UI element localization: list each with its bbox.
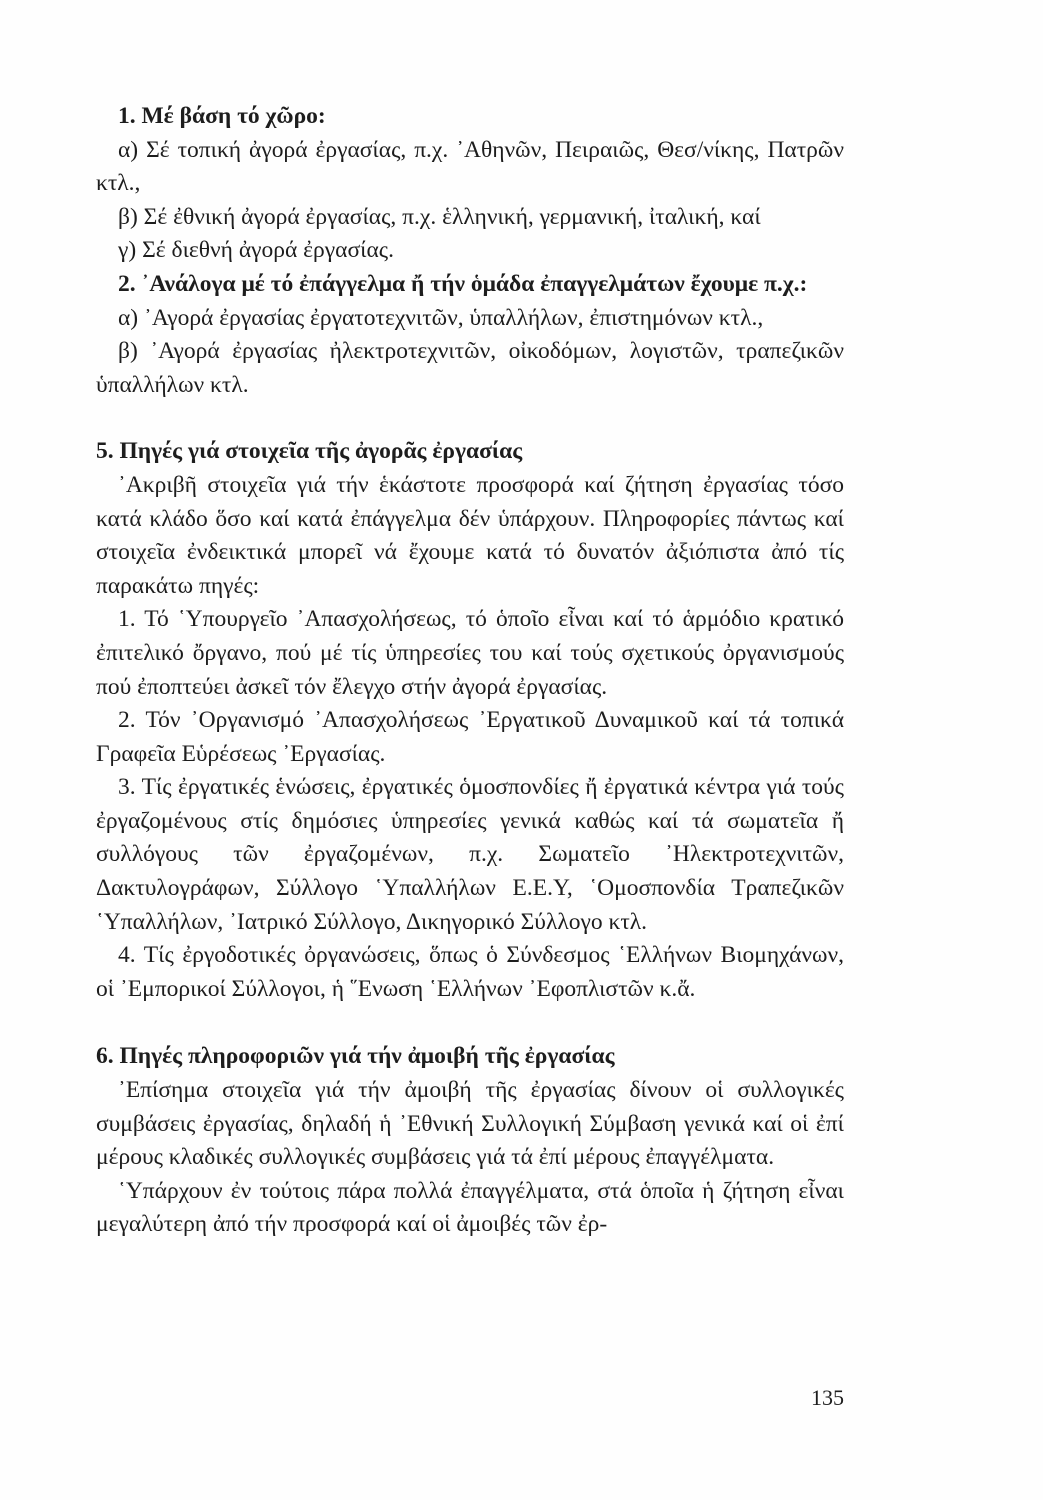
paragraph: ᾽Επίσημα στοιχεῖα γιά τήν ἀμοιβή τῆς ἐργασίας δίνουν οἱ συλλογικές συμβάσεις ἐργασίας, δηλαδή ἡ ᾽Εθνική Συλλογική Σύμβαση γενικά καί οἱ ἐπί μέρους κλαδικές συλλογικές συμβάσεις γιά τά ἐπί μέρους ἐπαγγέλματα. — [96, 1077, 844, 1171]
section-heading-6: 6. Πηγές πληροφοριῶν γιά τήν ἀμοιβή τῆς ἐργασίας — [96, 1043, 615, 1070]
list-heading-by-profession: 2. ᾽Ανάλογα μέ τό ἐπάγγελμα ἤ τήν ὁμάδα ἐπαγγελμάτων ἔχουμε π.χ.: — [118, 270, 808, 297]
page-number: 135 — [811, 1385, 844, 1410]
list-item: 1. Τό ῾Υπουργεῖο ᾽Απασχολήσεως, τό ὁποῖο εἶναι καί τό ἁρμόδιο κρατικό ἐπιτελικό ὄργανο, πού μέ τίς ὑπηρεσίες του καί τούς σχετικούς ὀργανισμούς πού ἐποπτεύει ἀσκεῖ τόν ἔλεγχο στήν ἀγορά ἐργασίας. — [96, 606, 844, 700]
list-item: 2. Τόν ᾽Οργανισμό ᾽Απασχολήσεως ᾽Εργατικοῦ Δυναμικοῦ καί τά τοπικά Γραφεῖα Εὑρέσεως ᾽Εργασίας. — [96, 707, 844, 767]
list-item: β) ᾽Αγορά ἐργασίας ἠλεκτροτεχνιτῶν, οἰκοδόμων, λογιστῶν, τραπεζικῶν ὑπαλλήλων κτλ. — [96, 338, 844, 398]
paragraph: ῾Υπάρχουν ἐν τούτοις πάρα πολλά ἐπαγγέλματα, στά ὁποῖα ἡ ζήτηση εἶναι μεγαλύτερη ἀπό τήν προσφορά καί οἱ ἀμοιβές τῶν ἐρ- — [96, 1177, 844, 1238]
section-spacer — [96, 1006, 844, 1040]
section-heading-5: 5. Πηγές γιά στοιχεῖα τῆς ἀγορᾶς ἐργασίας — [96, 438, 523, 465]
list-item: 3. Τίς ἐργατικές ἑνώσεις, ἐργατικές ὁμοσπονδίες ἤ ἐργατικά κέντρα γιά τούς ἐργαζομένους στίς δημόσιες ὑπηρεσίες γενικά καθώς καί τά σωματεῖα ἤ συλλόγους τῶν ἐργαζομένων, π.χ. Σωματεῖο ᾽Ηλεκτροτεχνιτῶν, Δακτυλογράφων, Σύλλογο ῾Υπαλλήλων Ε.Ε.Υ, ῾Ομοσπονδία Τραπεζικῶν ῾Υπαλλήλων, ᾽Ιατρικό Σύλλογο, Δικηγορικό Σύλλογο κτλ. — [96, 774, 844, 935]
list-item: 4. Τίς ἐργοδοτικές ὀργανώσεις, ὅπως ὁ Σύνδεσμος ῾Ελλήνων Βιομηχάνων, οἱ ᾽Εμπορικοί Σύλλογοι, ἡ ῞Ενωση ῾Ελλήνων ᾽Εφοπλιστῶν κ.ἄ. — [96, 942, 844, 1002]
list-heading-by-location: 1. Μέ βάση τό χῶρο: — [118, 103, 326, 129]
page-text — [96, 100, 844, 1242]
list-item: α) Σέ τοπική ἀγορά ἐργασίας, π.χ. ᾽Αθηνῶν, Πειραιῶς, Θεσ/νίκης, Πατρῶν κτλ., — [96, 136, 844, 197]
list-item: β) Σέ ἐθνική ἀγορά ἐργασίας, π.χ. ἑλληνική, γερμανική, ἰταλική, καί — [118, 203, 761, 230]
list-item: α) ᾽Αγορά ἐργασίας ἐργατοτεχνιτῶν, ὑπαλλήλων, ἐπιστημόνων κτλ., — [118, 304, 764, 331]
paragraph: ᾽Ακριβῆ στοιχεῖα γιά τήν ἑκάστοτε προσφορά καί ζήτηση ἐργασίας τόσο κατά κλάδο ὅσο καί κατά ἐπάγγελμα δέν ὑπάρχουν. Πληροφορίες πάντως καί στοιχεῖα ἐνδεικτικά μπορεῖ νά ἔχουμε κατά τό δυνατόν ἀξιόπιστα ἀπό τίς παρακάτω πηγές: — [96, 471, 844, 599]
section-spacer — [96, 402, 844, 435]
list-item: γ) Σέ διεθνή ἀγορά ἐργασίας. — [118, 237, 394, 264]
